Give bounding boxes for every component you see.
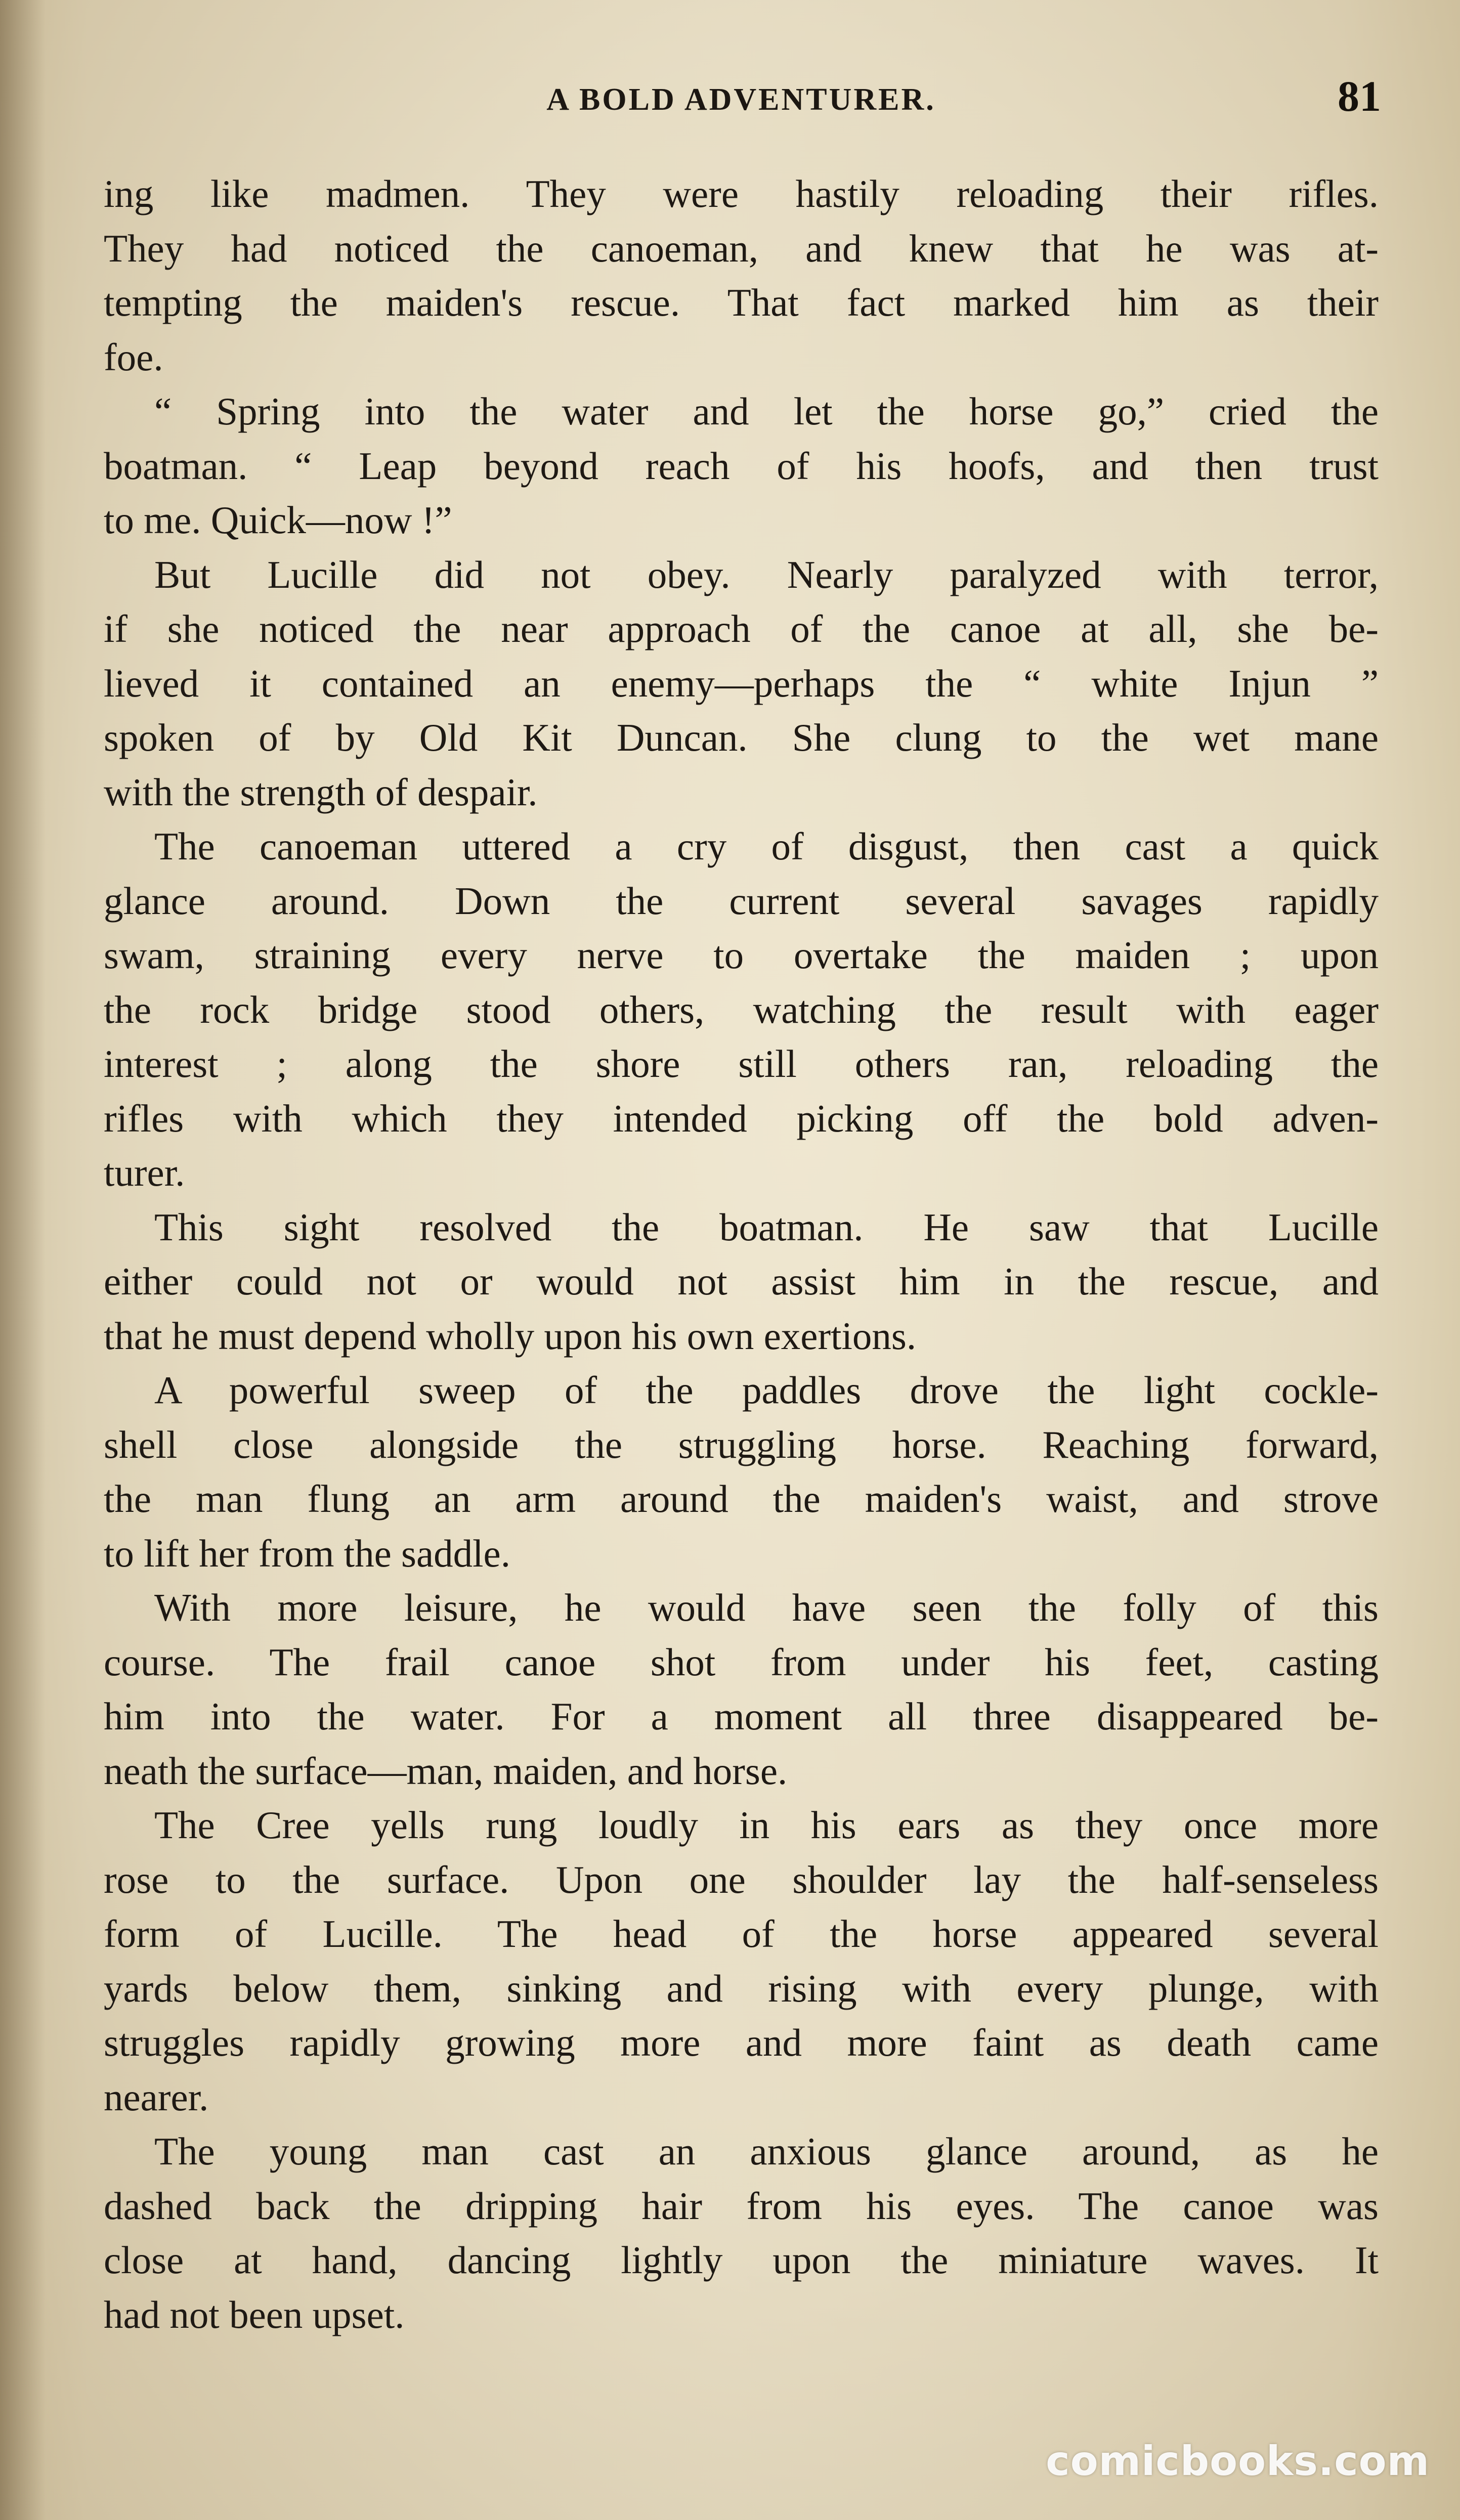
body-text xyxy=(104,167,1379,2342)
text-line: spoken of by Old Kit Duncan. She clung to the wet mane xyxy=(104,716,1379,759)
paragraph xyxy=(104,1581,1379,1798)
text-line: The young man cast an anxious glance around, as he xyxy=(154,2130,1379,2173)
text-line: rose to the surface. Upon one shoulder lay the half-senseless xyxy=(104,1857,1379,1901)
running-head: A BOLD ADVENTURER. xyxy=(546,82,936,117)
page-gutter-shadow xyxy=(0,0,46,2520)
text-line: interest ; along the shore still others ran, reloading the xyxy=(104,1042,1379,1085)
text-line: But Lucille did not obey. Nearly paralyzed with terror, xyxy=(154,552,1379,596)
text-line: glance around. Down the current several savages rapidly xyxy=(104,879,1379,923)
text-line: course. The frail canoe shot from under his feet, casting xyxy=(104,1640,1379,1684)
paragraph xyxy=(104,167,1379,384)
text-line: tempting the maiden's rescue. That fact marked him as their xyxy=(104,281,1379,324)
text-line: foe. xyxy=(104,335,163,379)
text-line: The Cree yells rung loudly in his ears as they once more xyxy=(154,1803,1379,1847)
paragraph xyxy=(104,384,1379,548)
site-watermark: comicbooks.com xyxy=(1046,2438,1430,2485)
paragraph xyxy=(104,1798,1379,2124)
text-line: close at hand, dancing lightly upon the miniature waves. It xyxy=(104,2238,1379,2282)
text-line: dashed back the dripping hair from his eyes. The canoe was xyxy=(104,2184,1379,2228)
text-line: shell close alongside the struggling horse. Reaching forward, xyxy=(104,1422,1379,1466)
text-line: yards below them, sinking and rising with every plunge, with xyxy=(104,1966,1379,2010)
text-line: with the strength of despair. xyxy=(104,770,538,814)
text-line: ing like madmen. They were hastily reloading their rifles. xyxy=(104,172,1379,215)
paragraph xyxy=(104,2124,1379,2342)
paragraph xyxy=(104,819,1379,1200)
paragraph xyxy=(104,1200,1379,1364)
text-line: The canoeman uttered a cry of disgust, then cast a quick xyxy=(154,824,1379,868)
text-line: swam, straining every nerve to overtake the maiden ; upon xyxy=(104,933,1379,977)
text-line: lieved it contained an enemy—perhaps the “ white Injun ” xyxy=(104,661,1379,705)
text-line: either could not or would not assist him in the rescue, and xyxy=(104,1259,1379,1303)
text-line: They had noticed the canoeman, and knew that he was at- xyxy=(104,226,1379,270)
text-line: to me. Quick—now !” xyxy=(104,498,452,542)
page-header xyxy=(101,71,1381,126)
text-line: to lift her from the saddle. xyxy=(104,1531,510,1575)
text-line: him into the water. For a moment all three disappeared be- xyxy=(104,1695,1379,1738)
text-line: boatman. “ Leap beyond reach of his hoofs, and then trust xyxy=(104,444,1379,488)
text-line: nearer. xyxy=(104,2075,209,2119)
text-line: “ Spring into the water and let the horse go,” cried the xyxy=(154,389,1379,433)
paragraph xyxy=(104,548,1379,820)
text-line: form of Lucille. The head of the horse appeared several xyxy=(104,1912,1379,1956)
text-line: turer. xyxy=(104,1151,185,1194)
page-number: 81 xyxy=(1338,72,1381,120)
paragraph xyxy=(104,1363,1379,1581)
text-line: the man flung an arm around the maiden's waist, and strove xyxy=(104,1477,1379,1520)
text-line: A powerful sweep of the paddles drove the light cockle- xyxy=(154,1368,1379,1412)
text-line: the rock bridge stood others, watching the result with eager xyxy=(104,987,1379,1031)
text-line: With more leisure, he would have seen the folly of this xyxy=(154,1586,1379,1629)
text-line: struggles rapidly growing more and more faint as death came xyxy=(104,2021,1379,2064)
text-line: This sight resolved the boatman. He saw that Lucille xyxy=(154,1205,1379,1249)
text-line: if she noticed the near approach of the canoe at all, she be- xyxy=(104,607,1379,650)
text-line: neath the surface—man, maiden, and horse. xyxy=(104,1749,788,1793)
text-line: rifles with which they intended picking off the bold adven- xyxy=(104,1096,1379,1140)
text-line: had not been upset. xyxy=(104,2292,405,2336)
text-line: that he must depend wholly upon his own exertions. xyxy=(104,1314,917,1358)
